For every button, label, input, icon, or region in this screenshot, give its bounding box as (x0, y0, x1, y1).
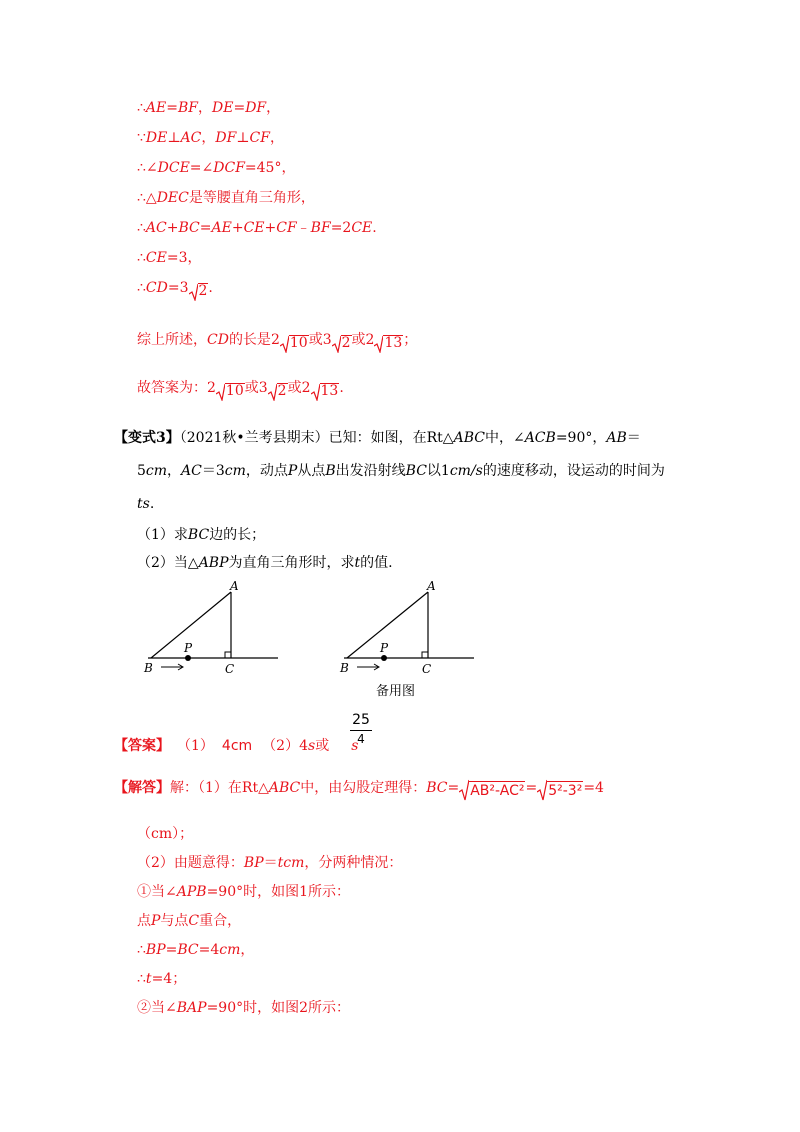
fraction-denominator: 4 (357, 732, 365, 746)
case-2: ②当∠BAP=90°时，如图2所示： (137, 1000, 351, 1016)
label-a-backup: A (427, 579, 436, 593)
step-line-2: ∵DE⊥AC，DF⊥CF， (137, 130, 284, 146)
case-1-line-3: ∴BP=BC=4cm， (137, 942, 255, 958)
case-1-line-4: ∴t=4； (137, 971, 187, 987)
answer-tag: 【答案】 (114, 738, 170, 754)
sqrt-symbol: 2 (189, 281, 209, 301)
solution-line-1: 【解答】解：（1）在Rt△ABC中，由勾股定理得：BC= AB²-AC²= 5²-3²=4 (114, 780, 604, 799)
problem-line-1: 【变式3】（2021秋•兰考县期末）已知：如图，在Rt△ABC中，∠ACB=90°，AB＝ (114, 430, 641, 446)
figure-main (140, 578, 285, 682)
step-line-4: ∴△DEC是等腰直角三角形， (137, 190, 315, 206)
label-c: C (225, 662, 235, 676)
final-answer-line: 故答案为：2 10或3 2或2 13. (137, 380, 344, 399)
sqrt-ab-ac: AB²-AC² (459, 779, 525, 801)
problem-line-2: 5cm，AC＝3cm，动点P从点B出发沿射线BC以1cm/s的速度移动，设运动的时间为 (137, 463, 665, 479)
answer-line: 【答案】 （1） 4cm （2）4s或 s (114, 738, 359, 754)
step-line-7: ∴CD=3 2. (137, 280, 213, 299)
solution-line-3: （2）由题意得：BP＝tcm，分两种情况： (137, 855, 403, 871)
label-c-backup: C (422, 662, 432, 676)
figure-backup (336, 578, 481, 682)
question-1: （1）求BC边的长； (137, 527, 266, 543)
step-line-3: ∴∠DCE=∠DCF=45°， (137, 160, 296, 176)
label-a: A (230, 579, 239, 593)
solution-line-2: （cm）； (137, 826, 194, 842)
case-1: ①当∠APB=90°时，如图1所示： (137, 884, 351, 900)
figure-caption: 备用图 (376, 684, 416, 699)
label-b-backup: B (340, 661, 349, 675)
problem-tag: 【变式3】 (114, 430, 180, 446)
fraction-numerator: 25 (352, 712, 370, 728)
label-b: B (144, 661, 153, 675)
step-line-6: ∴CE=3， (137, 250, 202, 266)
sqrt-5-3: 5²-3² (537, 779, 583, 801)
question-2: （2）当△ABP为直角三角形时，求t的值. (137, 555, 393, 571)
label-p-backup: P (380, 641, 389, 655)
fraction-bar (350, 730, 372, 731)
step-line-1: ∴AE=BF，DE=DF， (137, 100, 281, 116)
label-p: P (184, 641, 193, 655)
solution-tag: 【解答】 (114, 780, 170, 796)
problem-line-3: ts. (137, 496, 155, 512)
step-line-5: ∴AC+BC=AE+CE+CF﹣BF=2CE. (137, 220, 377, 236)
case-1-line-2: 点P与点C重合， (137, 913, 242, 929)
summary-line: 综上所述，CD的长是2 10或3 2或2 13； (137, 332, 418, 351)
